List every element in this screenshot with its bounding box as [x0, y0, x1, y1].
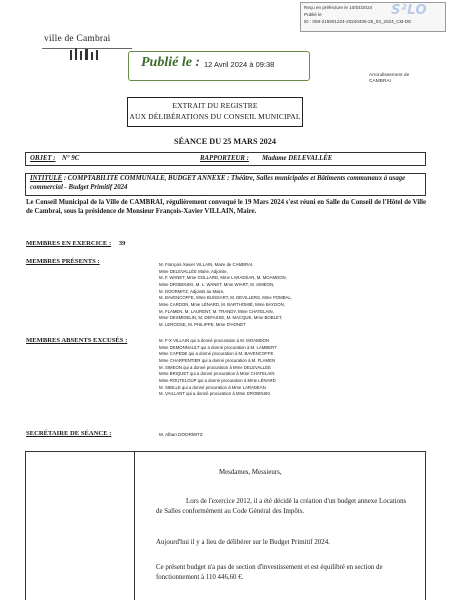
secretary-value: M. Alban DOORMITZ — [159, 432, 203, 437]
member-present-line: Mme DELEVALLÉE Marie, Adjointe, — [159, 268, 228, 274]
slo-logo: S²LO — [391, 3, 427, 18]
members-present-label-text: MEMBRES PRÉSENTS : — [26, 258, 100, 265]
paragraph-2: Aujourd'hui il y a lieu de délibérer sur le Budget Primitif 2024. — [156, 539, 330, 546]
members-absent-label — [26, 337, 127, 344]
member-absent-line: Mme ROUTELOUP qui a donné procuration à Mme LÉNARD — [159, 377, 276, 383]
paragraph-3: Ce présent budget n'a pas de section d'investissement et est équilibré en section de fonctionnement à 110 446,60 €. — [156, 564, 383, 582]
intitule-label: INTITULÉ — [30, 175, 63, 182]
prefecture-stamp — [300, 2, 446, 32]
member-present-line: M. DOORMITZ, Adjoints au Maire, — [159, 288, 225, 294]
members-absent-label-text: MEMBRES ABSENTS EXCUSÉS : — [26, 337, 128, 344]
objet-value: N° 9C — [62, 155, 80, 162]
secretary-label — [26, 430, 111, 437]
stamp-id-line: ID : 059-215901224-20240405-25_03_2024_CM-DE — [304, 19, 412, 25]
stamp-published-line: Publié le — [304, 12, 322, 18]
arrondissement-note: Arrondissement de CAMBRAI — [369, 73, 410, 84]
register-title: EXTRAIT DU REGISTRE — [172, 101, 258, 110]
publication-date: 12 Avril 2024 à 09:38 — [204, 60, 275, 69]
secretary-label-text: SECRÉTAIRE DE SÉANCE : — [26, 430, 112, 437]
objet-label: OBJET : — [30, 155, 56, 162]
member-present-line: M. BAVENCOFFE, Mme BUISSART, M. DEVILLERS, Mme POMBAL, — [159, 295, 293, 301]
register-subtitle: AUX DÉLIBÉRATIONS DU CONSEIL MUNICIPAL — [129, 112, 301, 121]
members-absent-list — [159, 338, 369, 398]
greeting: Mesdames, Messieurs, — [219, 469, 282, 476]
member-absent-line: Mme CAPEDE qui a donné procuration à M. BAVENCOFFE — [159, 351, 274, 357]
preamble-paragraph: Le Conseil Municipal de la Ville de CAMBRAI, régulièrement convoqué le 19 Mars 2024 s'est réuni en Salle du Conseil de l'Hôtel de Ville de Cambrai, sous la présidence de Monsieur François-Xavier VILLAIN, Maire. — [26, 199, 426, 215]
cambrai-logo-text: ville de Cambrai — [44, 34, 111, 44]
margin-frame — [25, 451, 135, 600]
member-present-line: M. François-Xavier VILLAIN, Maire de CAMBRAI, — [159, 262, 254, 267]
intitule-text: : COMPTABILITE COMMUNALE, BUDGET ANNEXE : Théâtre, Salles municipales et Bâtiments communaux à usage commercial - Budget Primitif 2024 — [30, 175, 406, 191]
member-absent-line: Mme CHARPENTIER qui a donné procuration à M. FLAMEN — [159, 357, 276, 363]
members-present-list — [159, 262, 369, 329]
rapporteur-value: Madame DELEVALLÉE — [262, 155, 333, 162]
member-absent-line: Mme DEMONNAULT qui a donné procuration à M. LAMBERT — [159, 344, 277, 350]
member-present-line: M. LEROOSE, M. PHILIPPE, Mme D'HONDT — [159, 321, 246, 327]
members-in-office-label: MEMBRES EN EXERCICE : — [26, 240, 112, 247]
seance-title: SÉANCE DU 25 MARS 2024 — [174, 137, 276, 146]
member-present-line: M. F. WANET, Mme GOLLARD, Mme LARADEAN, M. MOAMDON, — [159, 275, 287, 281]
member-present-line: Mme DESMIDELIN, M. DEFASSE, M. MACQUE, Mme BOBLET, — [159, 315, 283, 321]
member-absent-line: M. F-X VILLAIN qui a donné procuration à M. MOAMDON — [159, 338, 270, 343]
members-in-office — [26, 240, 125, 247]
members-present-label — [26, 258, 100, 265]
paragraph-1: Lors de l'exercice 2012, il a été décidé la création d'un budget annexe Locations de Salles conformément au Code Général des Impôts. — [156, 498, 407, 516]
member-present-line: M. FLAMEN, M. LAURENT, M. TRANDY, Mme CHATELAIN, — [159, 308, 274, 314]
intitule — [30, 175, 422, 192]
member-absent-line: M. VAILLANT qui a donné procuration à Mme DROBINSKI — [159, 391, 271, 397]
members-in-office-count: 39 — [118, 240, 126, 247]
publication-label: Publié le : — [141, 55, 201, 70]
member-present-line: Mme DROBINSKI, M. L. WANET, Mme WIART, M. SIMEON, — [159, 281, 275, 287]
member-absent-line: M. SIMEON qui a donné procuration à Mme DELEVALLÉE — [159, 364, 271, 370]
member-present-line: Mme CARDON, Mme LÉNARD, M. BARTHOMIÉ, Mme BAYDON, — [159, 301, 285, 307]
rapporteur-label: RAPPORTEUR : — [200, 155, 249, 162]
stamp-received-line: Reçu en préfecture le 10/04/2024 — [304, 5, 373, 10]
member-absent-line: M. SIBILLE qui a donné procuration à Mme LARADEAN — [159, 384, 266, 390]
register-header — [127, 97, 303, 127]
cambrai-logo-icon — [67, 47, 109, 61]
member-absent-line: Mme BRIQUET qui a donné procuration à Mme CHATELAIN — [159, 371, 275, 377]
